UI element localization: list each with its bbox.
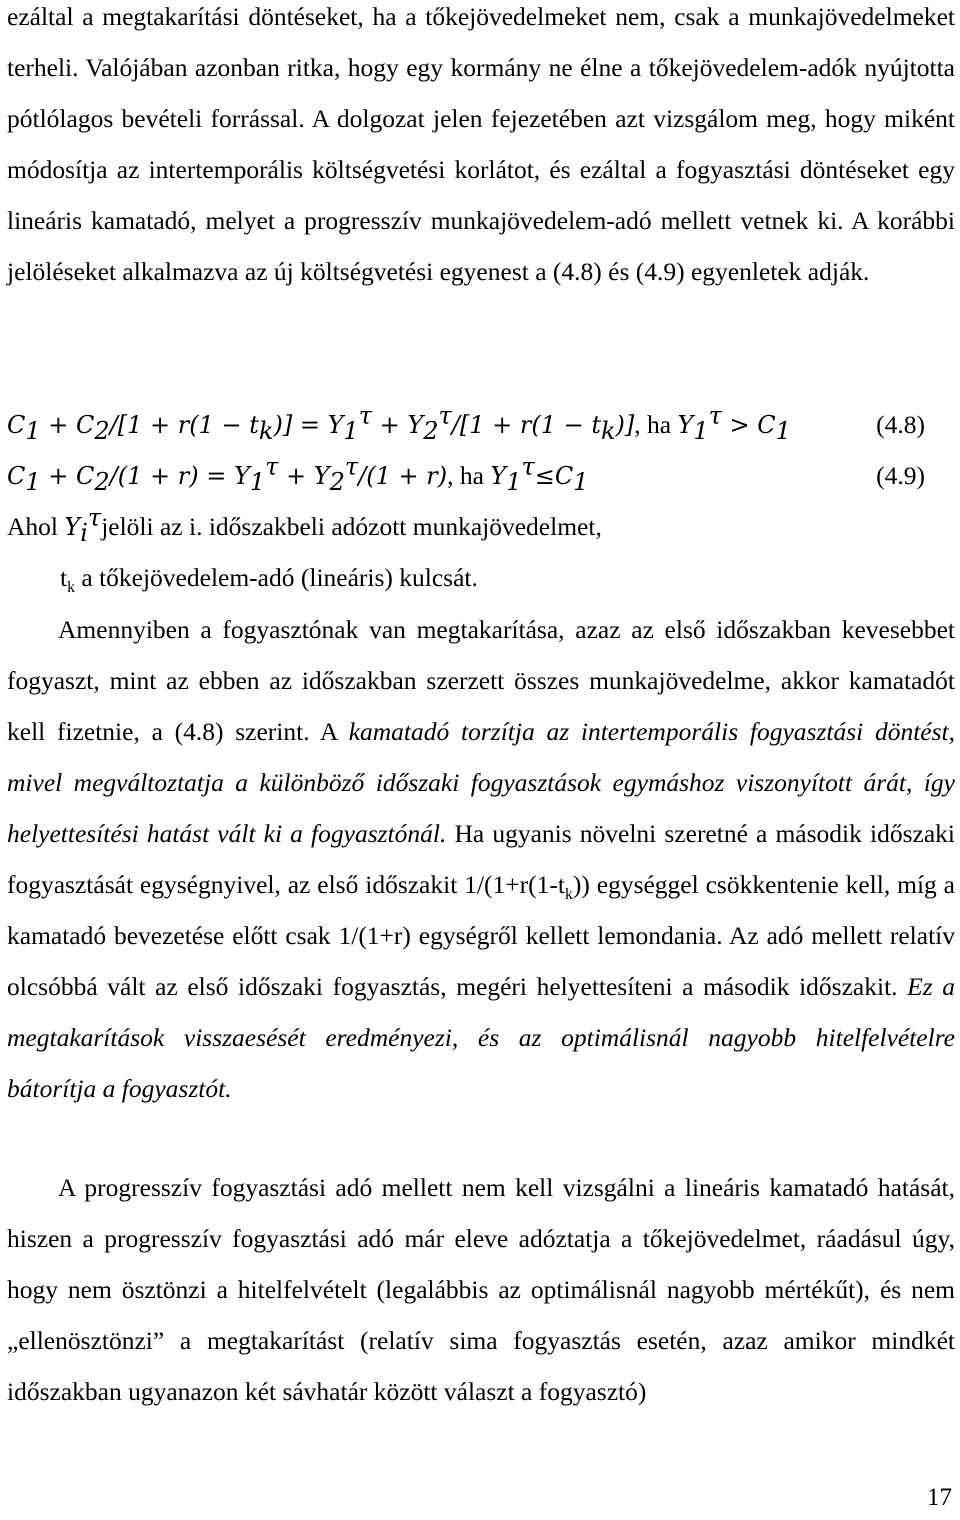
notation-note-tax-rate: $t_k$ a tőkejövedelem-adó (lineáris) kulcsát. — [60, 563, 478, 597]
paragraph-intro: ezáltal a megtakarítási döntéseket, ha a tőkejövedelmeket nem, csak a munkajövedelmeket terheli. Valójában azonban ritka, hogy egy kormány ne élne a tőkejövedelem-adók nyújtotta pótlólagos bevételi forrással. A dolgozat jelen fejezetében azt vizsgálom meg, hogy miként módosítja az intertemporális költségvetési korlátot, és ezáltal a fogyasztási döntéseket egy lineáris kamatadó, melyet a progresszív munkajövedelem-adó mellett vetnek ki. A korábbi jelöléseket alkalmazva az új költségvetési egyenest a (4.8) és (4.9) egyenletek adják. — [7, 2, 955, 286]
equation-number: (4.8) — [876, 410, 925, 439]
paragraph-progressive-tax: A progresszív fogyasztási adó mellett nem kell vizsgálni a lineáris kamatadó hatását, hiszen a progresszív fogyasztási adó már eleve adóztatja a tőkejövedelmet, ráadásul úgy, hogy nem ösztönzi a hitelfelvételt (legalábbis az optimálisnál nagyobb mértékűt), és nem „ellenösztönzi” a megtakarítást (relatív sima fogyasztás esetén, azaz amikor mindkét időszakban ugyanazon két sávhatár között választ a fogyasztó) — [7, 1173, 955, 1406]
notation-note-income: Ahol $Y_i^\tau jelöli$ az i. időszakbeli adózott munkajövedelmet, — [7, 503, 602, 548]
equation-4-9: $C_1 + C_2/(1 + r) = Y_1^\tau + Y_2^\tau/(1 + r)$, ha $Y_1^\tau\le C_1$ (4.9) — [7, 452, 925, 497]
page-number: 17 — [927, 1484, 952, 1511]
equation-number: (4.9) — [876, 461, 925, 490]
equation-4-8: $C_1 + C_2/[1 + r(1 - t_k)] = Y_1^\tau + Y_2^\tau/[1 + r(1 - t_k)]$, ha $Y_1^\tau > C_1$ (4.8) — [7, 401, 925, 446]
paragraph-interest-tax: Amennyiben a fogyasztónak van megtakarítása, azaz az első időszakban kevesebbet fogyaszt, mint az ebben az időszakban szerzett összes munkajövedelme, akkor kamatadót kell fizetnie, a (4.8) szerint. A kamatadó torzítja az intertemporális fogyasztási döntést, mivel megváltoztatja a különböző időszaki fogyasztások egymáshoz viszonyított árát, így helyettesítési hatást vált ki a fogyasztónál. Ha ugyanis növelni szeretné a második időszaki fogyasztását egységnyivel, az első időszakit $1/(1+r(1-t_k))$ egységgel csökkentenie kell, míg a kamatadó bevezetése előtt csak 1/(1+r) egységről kellett lemondania. Az adó mellett relatív olcsóbbá vált az első időszaki fogyasztás, megéri helyettesíteni a második időszakit. Ez a megtakarítások visszaesését eredményezi, és az optimálisnál nagyobb hitelfelvételre bátorítja a fogyasztót. — [7, 615, 956, 1103]
